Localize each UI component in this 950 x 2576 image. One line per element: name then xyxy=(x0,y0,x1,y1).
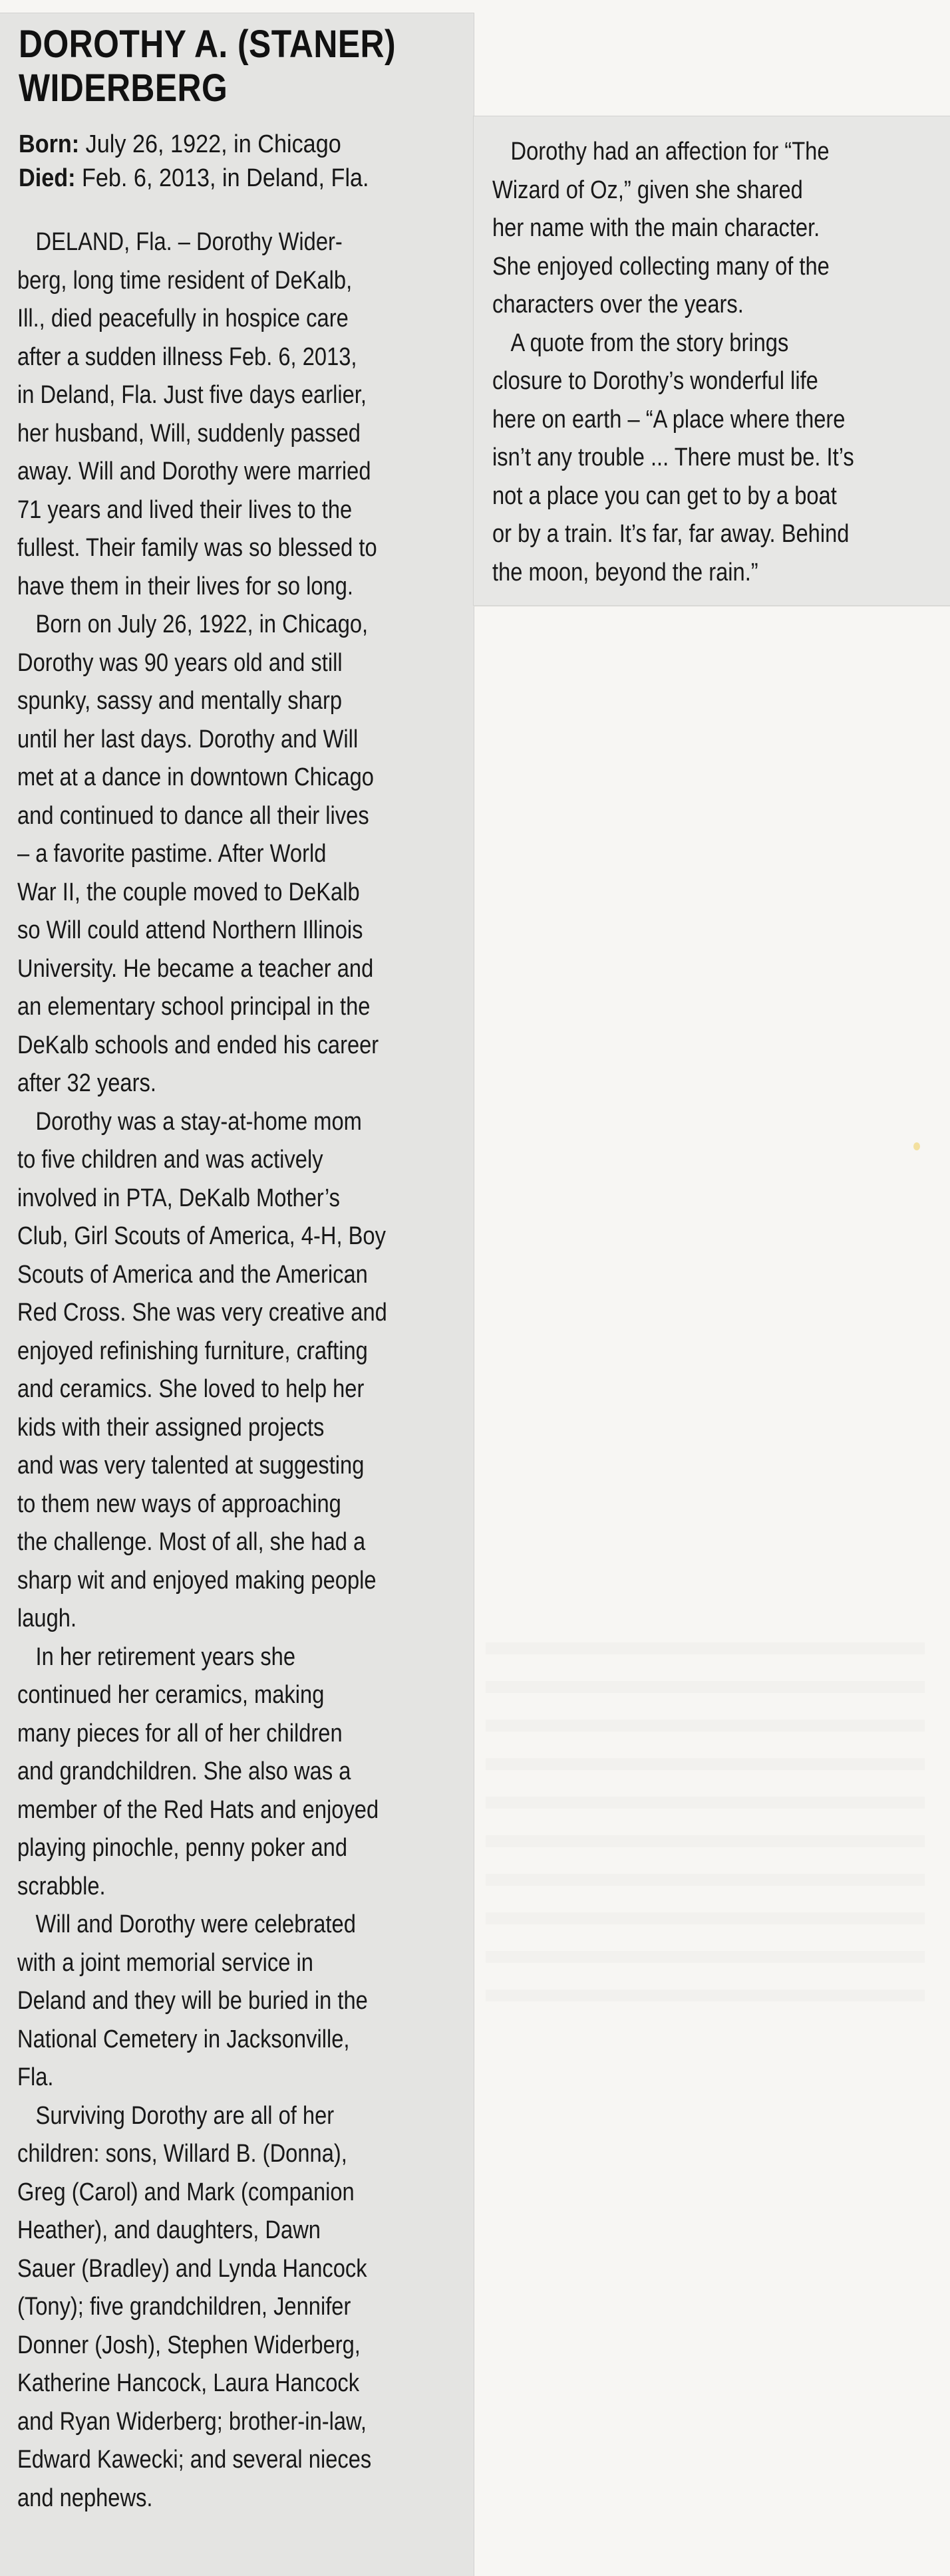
body-line: (Tony); five grandchildren, Jennifer xyxy=(17,2293,351,2321)
body-line: away. Will and Dorothy were married xyxy=(17,457,371,485)
body-line: Deland and they will be buried in the xyxy=(17,1987,368,2015)
body-line: the challenge. Most of all, she had a xyxy=(17,1528,366,1556)
body-line: fullest. Their family was so blessed to xyxy=(17,534,377,562)
clipping-edge xyxy=(474,605,950,606)
died-value: Feb. 6, 2013, in Deland, Fla. xyxy=(75,164,369,192)
born-label: Born: xyxy=(19,130,80,158)
born-value: July 26, 1922, in Chicago xyxy=(79,130,341,158)
body-line: She enjoyed collecting many of the xyxy=(492,252,830,281)
body-line: member of the Red Hats and enjoyed xyxy=(17,1795,379,1824)
body-line: Red Cross. She was very creative and xyxy=(17,1299,387,1327)
body-line: University. He became a teacher and xyxy=(17,954,374,983)
body-line: so Will could attend Northern Illinois xyxy=(17,916,363,944)
body-line: Donner (Josh), Stephen Widerberg, xyxy=(17,2331,361,2359)
body-line: isn’t any trouble ... There must be. It’s xyxy=(492,444,854,471)
body-line: children: sons, Willard B. (Donna), xyxy=(17,2140,347,2168)
body-line: Club, Girl Scouts of America, 4-H, Boy xyxy=(17,1222,386,1250)
born-line xyxy=(19,128,341,161)
body-line: and nephews. xyxy=(17,2484,153,2512)
body-line: continued her ceramics, making xyxy=(17,1681,325,1709)
body-line: War II, the couple moved to DeKalb xyxy=(17,878,360,906)
body-line: after 32 years. xyxy=(17,1069,156,1097)
body-line: Heather), and daughters, Dawn xyxy=(17,2216,321,2244)
body-line: berg, long time resident of DeKalb, xyxy=(17,266,353,295)
died-line xyxy=(19,162,369,195)
body-line: Edward Kawecki; and several nieces xyxy=(17,2446,372,2474)
body-line: the moon, beyond the rain.” xyxy=(492,558,758,586)
body-line: here on earth – “A place where there xyxy=(492,405,846,434)
body-line: and Ryan Widerberg; brother-in-law, xyxy=(17,2407,367,2436)
obituary-headline xyxy=(19,23,396,110)
body-line: Scouts of America and the American xyxy=(17,1260,368,1289)
body-line: after a sudden illness Feb. 6, 2013, xyxy=(17,342,357,371)
obituary-body-left-column xyxy=(17,223,452,2517)
body-line: have them in their lives for so long. xyxy=(17,572,353,600)
body-line: her name with the main character. xyxy=(492,214,820,242)
body-line: National Cemetery in Jacksonville, xyxy=(17,2025,350,2053)
body-line: Born on July 26, 1922, in Chicago, xyxy=(35,610,369,638)
body-line: characters over the years. xyxy=(492,291,744,319)
body-line: Sauer (Bradley) and Lynda Hancock xyxy=(17,2254,367,2283)
body-line: – a favorite pastime. After World xyxy=(17,840,327,868)
body-line: Will and Dorothy were celebrated xyxy=(35,1910,356,1938)
body-line: Dorothy had an affection for “The xyxy=(510,138,830,166)
body-line: closure to Dorothy’s wonderful life xyxy=(492,367,818,395)
body-line: DELAND, Fla. – Dorothy Wider- xyxy=(35,228,343,256)
body-line: Fla. xyxy=(17,2063,54,2091)
body-line: to five children and was actively xyxy=(17,1146,323,1174)
body-line: with a joint memorial service in xyxy=(17,1948,313,1977)
body-line: enjoyed refinishing furniture, crafting xyxy=(17,1337,368,1365)
body-line: involved in PTA, DeKalb Mother’s xyxy=(17,1184,340,1212)
paper-speck xyxy=(913,1142,920,1150)
body-line: laugh. xyxy=(17,1605,77,1632)
body-line: DeKalb schools and ended his career xyxy=(17,1031,379,1059)
headline-line-2: WIDERBERG xyxy=(19,66,228,110)
body-line: and was very talented at suggesting xyxy=(17,1452,365,1480)
body-line: kids with their assigned projects xyxy=(17,1413,325,1442)
body-line: many pieces for all of her children xyxy=(17,1719,343,1747)
body-line: until her last days. Dorothy and Will xyxy=(17,725,359,753)
headline-line-1: DOROTHY A. (STANER) xyxy=(19,23,396,66)
obituary-body-right-column xyxy=(492,133,927,592)
body-line: an elementary school principal in the xyxy=(17,993,371,1021)
body-line: her husband, Will, suddenly passed xyxy=(17,419,361,448)
body-line: not a place you can get to by a boat xyxy=(492,481,837,510)
body-line: or by a train. It’s far, far away. Behind xyxy=(492,520,850,548)
background-bleed-block xyxy=(486,1642,925,2015)
body-line: sharp wit and enjoyed making people xyxy=(17,1566,377,1595)
body-line: A quote from the story brings xyxy=(510,328,789,357)
body-line: and ceramics. She loved to help her xyxy=(17,1375,365,1403)
body-line: Wizard of Oz,” given she shared xyxy=(492,176,803,204)
body-line: in Deland, Fla. Just five days earlier, xyxy=(17,381,367,409)
body-line: Dorothy was 90 years old and still xyxy=(17,648,343,677)
body-line: and grandchildren. She also was a xyxy=(17,1757,351,1785)
body-line: playing pinochle, penny poker and xyxy=(17,1834,348,1862)
died-label: Died: xyxy=(19,164,76,192)
body-line: In her retirement years she xyxy=(35,1642,296,1671)
body-line: Dorothy was a stay-at-home mom xyxy=(35,1107,362,1136)
body-line: Surviving Dorothy are all of her xyxy=(35,2101,335,2130)
body-line: 71 years and lived their lives to the xyxy=(17,495,353,524)
body-line: Ill., died peacefully in hospice care xyxy=(17,305,349,332)
body-line: and continued to dance all their lives xyxy=(17,801,369,830)
body-line: to them new ways of approaching xyxy=(17,1489,341,1518)
body-line: met at a dance in downtown Chicago xyxy=(17,763,374,791)
body-line: Greg (Carol) and Mark (companion xyxy=(17,2178,355,2206)
body-line: scrabble. xyxy=(17,1872,106,1900)
body-line: spunky, sassy and mentally sharp xyxy=(17,687,343,715)
body-line: Katherine Hancock, Laura Hancock xyxy=(17,2369,360,2397)
